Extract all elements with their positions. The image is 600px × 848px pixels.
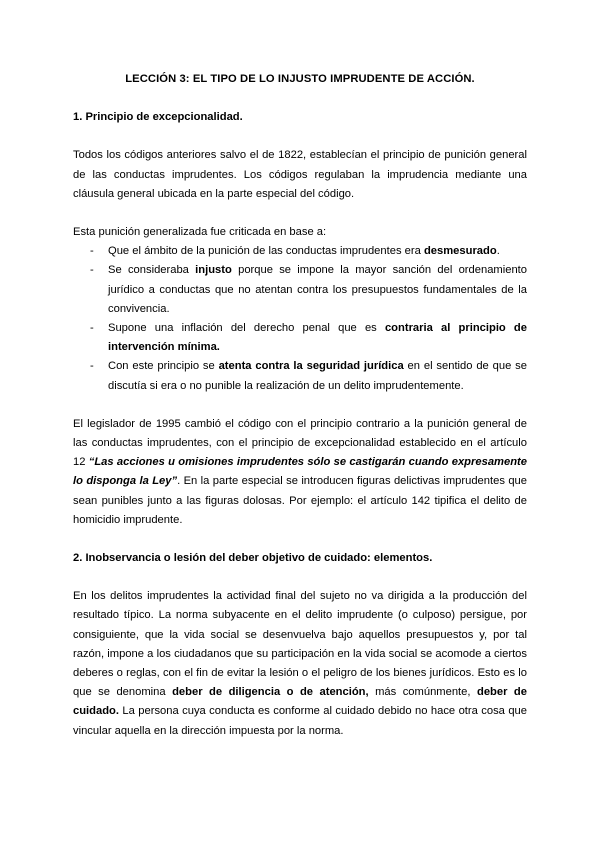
- section-1-paragraph-2: El legislador de 1995 cambió el código con el principio contrario a la punición general de las conductas imprudentes, con el principio de excepcionalidad establecido en el artículo 12 “Las acciones u omisiones imprudentes sólo se castigarán cuando expresamente lo disponga la Ley”. En la parte especial se introducen figuras delictivas imprudentes que sean punibles junto a las figuras dolosas. Por ejemplo: el artículo 142 tipifica el delito de homicidio imprudente.: [73, 417, 527, 526]
- criticism-intro: Esta punición generalizada fue criticada en base a:: [73, 226, 327, 239]
- list-item: - Que el ámbito de la punición de las conductas imprudentes era desmesurado.: [73, 242, 527, 261]
- list-item: - Supone una inflación del derecho penal que es contraria al principio de intervención mínima.: [73, 319, 527, 357]
- section-2-heading: 2. Inobservancia o lesión del deber objetivo de cuidado: elementos.: [73, 552, 433, 565]
- emphasis: desmesurado: [423, 245, 497, 258]
- dash-bullet: -: [90, 264, 94, 277]
- section-1-heading: 1. Principio de excepcionalidad.: [73, 111, 243, 124]
- dash-bullet: -: [90, 322, 94, 335]
- article-12-quote: “Las acciones u omisiones imprudentes sólo se castigarán cuando expresamente lo disponga la Ley”: [73, 456, 527, 488]
- list-item: - Se consideraba injusto porque se impone la mayor sanción del ordenamiento jurídico a conductas que no atentan contra los presupuestos fundamentales de la convivencia.: [73, 261, 527, 319]
- dash-bullet: -: [90, 360, 94, 373]
- emphasis: contraria al principio de intervención mínima.: [108, 322, 527, 354]
- emphasis: injusto: [195, 264, 232, 277]
- criticism-list: [73, 242, 527, 396]
- dash-bullet: -: [90, 245, 94, 258]
- section-2-paragraph: En los delitos imprudentes la actividad final del sujeto no va dirigida a la producción del resultado típico. La norma subyacente en el delito imprudente (o culposo) persigue, por consiguiente, que la vida social se desenvuelva bajo aquellos presupuestos y, por tal razón, impone a los ciudadanos que su participación en la vida social se acomode a ciertos deberes o reglas, con el fin de evitar la lesión o el peligro de los bienes jurídicos. Esto es lo que se denomina deber de diligencia o de atención, más comúnmente, deber de cuidado. La persona cuya conducta es conforme al cuidado debido no hace otra cosa que vincular aquella en la dirección impuesta por la norma.: [73, 590, 527, 737]
- page-title: LECCIÓN 3: EL TIPO DE LO INJUSTO IMPRUDENTE DE ACCIÓN.: [125, 73, 475, 85]
- emphasis: deber de cuidado.: [73, 686, 527, 718]
- emphasis: deber de diligencia o de atención,: [172, 686, 369, 699]
- list-item: - Con este principio se atenta contra la seguridad jurídica en el sentido de que se discutía si era o no punible la realización de un delito imprudentemente.: [73, 357, 527, 395]
- emphasis: atenta contra la seguridad jurídica: [218, 360, 404, 373]
- section-1-paragraph-1: Todos los códigos anteriores salvo el de 1822, establecían el principio de punición general de las conductas imprudentes. Los códigos regulaban la imprudencia mediante una cláusula general ubicada en la parte especial del código.: [73, 149, 527, 200]
